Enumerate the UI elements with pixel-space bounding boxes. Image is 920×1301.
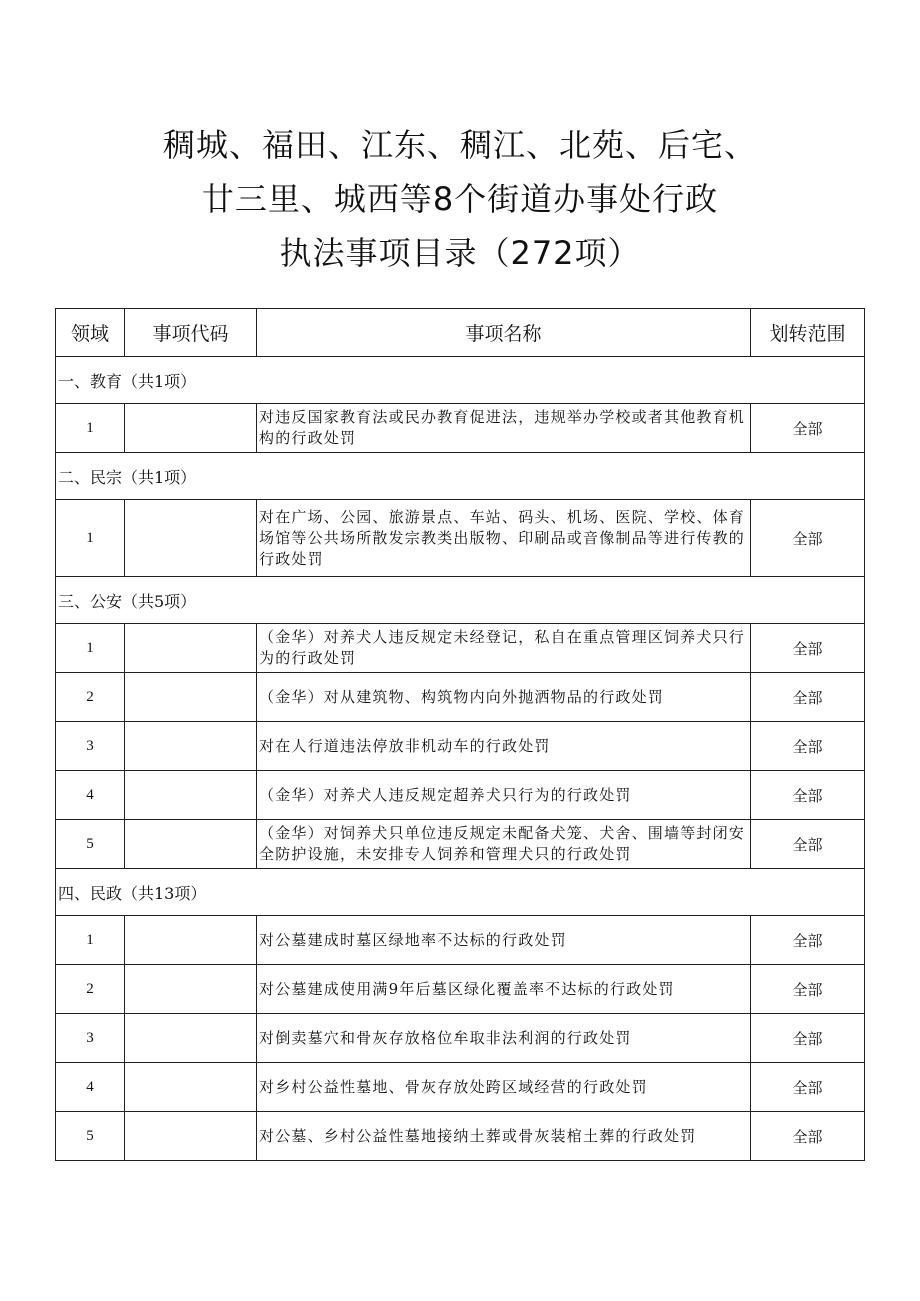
table-row [56, 500, 865, 577]
enforcement-catalog-table [55, 308, 865, 1161]
item-number: 3 [56, 1014, 125, 1063]
header-name: 事项名称 [257, 309, 751, 357]
table-row [56, 1063, 865, 1112]
item-number: 2 [56, 965, 125, 1014]
header-code: 事项代码 [125, 309, 257, 357]
table-row [56, 624, 865, 673]
table-row [56, 673, 865, 722]
item-code [125, 916, 257, 965]
title-line-3: 执法事项目录（272项） [279, 234, 641, 272]
item-scope: 全部 [751, 916, 865, 965]
item-code [125, 771, 257, 820]
section-row [56, 869, 865, 916]
item-name: （金华）对养犬人违反规定未经登记，私自在重点管理区饲养犬只行为的行政处罚 [257, 624, 751, 673]
table-header-row [56, 309, 865, 357]
item-code [125, 624, 257, 673]
item-scope: 全部 [751, 965, 865, 1014]
header-scope: 划转范围 [751, 309, 865, 357]
item-number: 5 [56, 820, 125, 869]
section-title: 三、公安（共5项） [56, 577, 865, 624]
item-code [125, 820, 257, 869]
title-line-2: 廿三里、城西等8个街道办事处行政 [201, 180, 719, 218]
item-number: 2 [56, 673, 125, 722]
item-name: 对违反国家教育法或民办教育促进法，违规举办学校或者其他教育机构的行政处罚 [257, 404, 751, 453]
section-title: 一、教育（共1项） [56, 357, 865, 404]
item-number: 1 [56, 404, 125, 453]
item-name: 对公墓建成时墓区绿地率不达标的行政处罚 [257, 916, 751, 965]
item-name: 对公墓、乡村公益性墓地接纳土葬或骨灰装棺土葬的行政处罚 [257, 1112, 751, 1161]
item-scope: 全部 [751, 771, 865, 820]
item-number: 1 [56, 916, 125, 965]
section-title: 四、民政（共13项） [56, 869, 865, 916]
item-code [125, 500, 257, 577]
item-scope: 全部 [751, 500, 865, 577]
table-row [56, 916, 865, 965]
item-code [125, 965, 257, 1014]
section-row [56, 357, 865, 404]
item-number: 4 [56, 1063, 125, 1112]
item-name: 对公墓建成使用满9年后墓区绿化覆盖率不达标的行政处罚 [257, 965, 751, 1014]
item-number: 1 [56, 624, 125, 673]
item-scope: 全部 [751, 722, 865, 771]
header-field: 领域 [56, 309, 125, 357]
document-title [0, 118, 920, 280]
item-name: （金华）对养犬人违反规定超养犬只行为的行政处罚 [257, 771, 751, 820]
item-number: 4 [56, 771, 125, 820]
table-row [56, 965, 865, 1014]
title-line-1: 稠城、福田、江东、稠江、北苑、后宅、 [162, 126, 757, 164]
item-code [125, 1014, 257, 1063]
item-name: （金华）对饲养犬只单位违反规定未配备犬笼、犬舍、围墙等封闭安全防护设施，未安排专人饲养和管理犬只的行政处罚 [257, 820, 751, 869]
table-row [56, 404, 865, 453]
table-row [56, 771, 865, 820]
item-scope: 全部 [751, 1014, 865, 1063]
item-scope: 全部 [751, 673, 865, 722]
item-name: 对在广场、公园、旅游景点、车站、码头、机场、医院、学校、体育场馆等公共场所散发宗教类出版物、印刷品或音像制品等进行传教的行政处罚 [257, 500, 751, 577]
section-row [56, 453, 865, 500]
item-number: 1 [56, 500, 125, 577]
item-code [125, 1112, 257, 1161]
item-name: （金华）对从建筑物、构筑物内向外抛洒物品的行政处罚 [257, 673, 751, 722]
table-row [56, 820, 865, 869]
item-name: 对在人行道违法停放非机动车的行政处罚 [257, 722, 751, 771]
item-scope: 全部 [751, 1112, 865, 1161]
item-scope: 全部 [751, 1063, 865, 1112]
item-name: 对倒卖墓穴和骨灰存放格位牟取非法利润的行政处罚 [257, 1014, 751, 1063]
item-scope: 全部 [751, 820, 865, 869]
item-number: 5 [56, 1112, 125, 1161]
section-row [56, 577, 865, 624]
item-scope: 全部 [751, 624, 865, 673]
item-code [125, 404, 257, 453]
table-row [56, 722, 865, 771]
item-code [125, 722, 257, 771]
item-number: 3 [56, 722, 125, 771]
item-name: 对乡村公益性墓地、骨灰存放处跨区域经营的行政处罚 [257, 1063, 751, 1112]
section-title: 二、民宗（共1项） [56, 453, 865, 500]
item-scope: 全部 [751, 404, 865, 453]
table-row [56, 1014, 865, 1063]
table-row [56, 1112, 865, 1161]
item-code [125, 673, 257, 722]
item-code [125, 1063, 257, 1112]
